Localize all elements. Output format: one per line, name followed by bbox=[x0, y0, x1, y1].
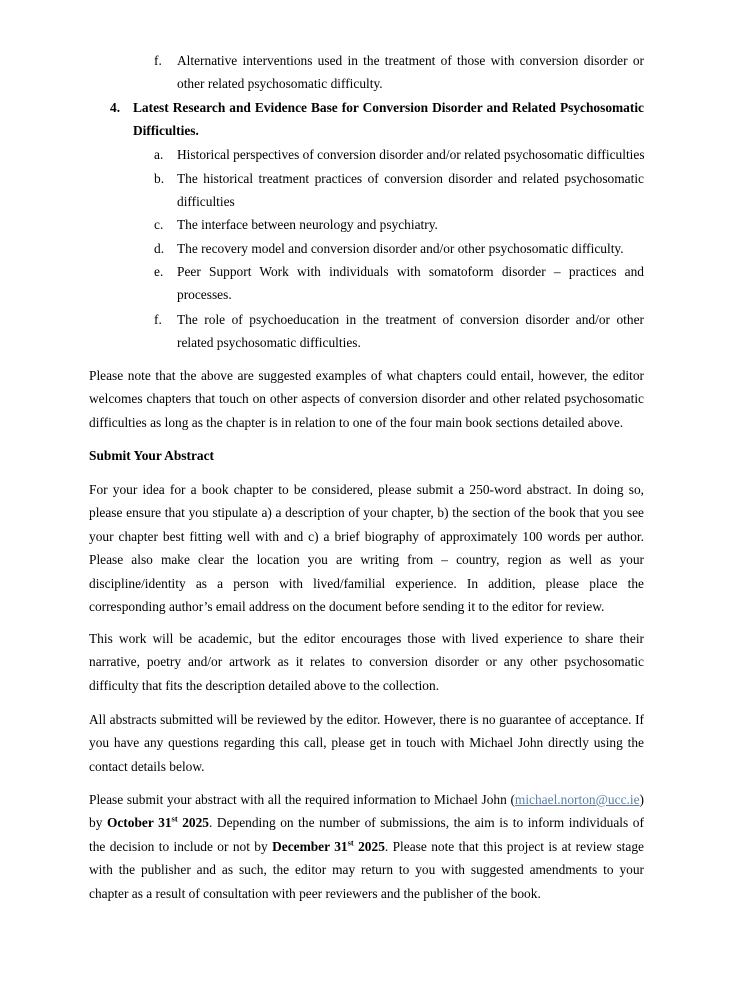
list-item-letter: b. bbox=[154, 171, 165, 186]
list-item-letter: d. bbox=[154, 241, 165, 256]
abstract-deadline: October 31st 2025 bbox=[106, 813, 209, 831]
submit-heading: Submit Your Abstract bbox=[89, 448, 214, 463]
list-item-text: Historical perspectives of conversion disorder and/or related psychosomatic difficulties bbox=[177, 147, 645, 162]
academic-paragraph: This work will be academic, but the editor encourages those with lived experience to share their narrative, poetry and/or artwork as it relates to conversion disorder or any other psychosomatic difficulty that fits the description detailed above to the collection. bbox=[89, 631, 644, 693]
deadline-text: ) by bbox=[89, 792, 644, 831]
list-item-letter: a. bbox=[154, 147, 164, 162]
list-item-text: The role of psychoeducation in the treatment of conversion disorder and/or other related psychosomatic difficulties. bbox=[177, 312, 644, 351]
list-item-letter: f. bbox=[154, 312, 162, 327]
editor-email-link[interactable]: michael.norton@ucc.ie bbox=[514, 792, 640, 807]
list-item-text: The historical treatment practices of conversion disorder and related psychosomatic difficulties bbox=[177, 171, 644, 210]
list-item-text: The interface between neurology and psychiatry. bbox=[177, 217, 438, 232]
note-paragraph: Please note that the above are suggested examples of what chapters could entail, however, the editor welcomes chapters that touch on other aspects of conversion disorder and other related psychosomatic difficulties as long as the chapter is in relation to one of the four main book sections detailed above. bbox=[89, 368, 644, 430]
section-heading: Latest Research and Evidence Base for Conversion Disorder and Related Psychosomatic Difficulties. bbox=[133, 100, 644, 139]
deadline-text: . Please note that this project is at review stage with the publisher and as such, the editor may return to you with suggested amendments to your chapter as a result of consultation with peer reviewers and the publisher of the book. bbox=[89, 838, 644, 901]
list-item-text: Peer Support Work with individuals with somatoform disorder – practices and processes. bbox=[177, 264, 644, 303]
review-paragraph: All abstracts submitted will be reviewed by the editor. However, there is no guarantee of acceptance. If you have any questions regarding this call, please get in touch with Michael John directly using the contact details below. bbox=[89, 712, 644, 774]
list-item-letter: c. bbox=[154, 217, 164, 232]
deadline-text: Please submit your abstract with all the required information to Michael John ( bbox=[89, 792, 515, 807]
section-number: 4. bbox=[110, 100, 121, 115]
list-item-letter: e. bbox=[154, 264, 164, 279]
list-item-text: Alternative interventions used in the treatment of those with conversion disorder or other related psychosomatic difficulty. bbox=[177, 53, 644, 92]
deadline-paragraph bbox=[89, 788, 644, 905]
deadline-text: . Depending on the number of submissions, the aim is to inform individuals of the decision to include or not by bbox=[89, 815, 644, 854]
decision-deadline: December 31st 2025 bbox=[272, 837, 385, 854]
list-item-text: The recovery model and conversion disorder and/or other psychosomatic difficulty. bbox=[177, 241, 624, 256]
list-item-letter: f. bbox=[154, 53, 162, 68]
submit-paragraph: For your idea for a book chapter to be considered, please submit a 250-word abstract. In doing so, please ensure that you stipulate a) a description of your chapter, b) the section of the book that you see your chapter best fitting well with and c) a brief biography of approximately 100 words per author. Please also make clear the location you are writing from – country, region as well as your discipline/identity as a person with lived/familial experience. In addition, please place the corresponding author’s email address on the document before sending it to the editor for review. bbox=[89, 482, 644, 615]
